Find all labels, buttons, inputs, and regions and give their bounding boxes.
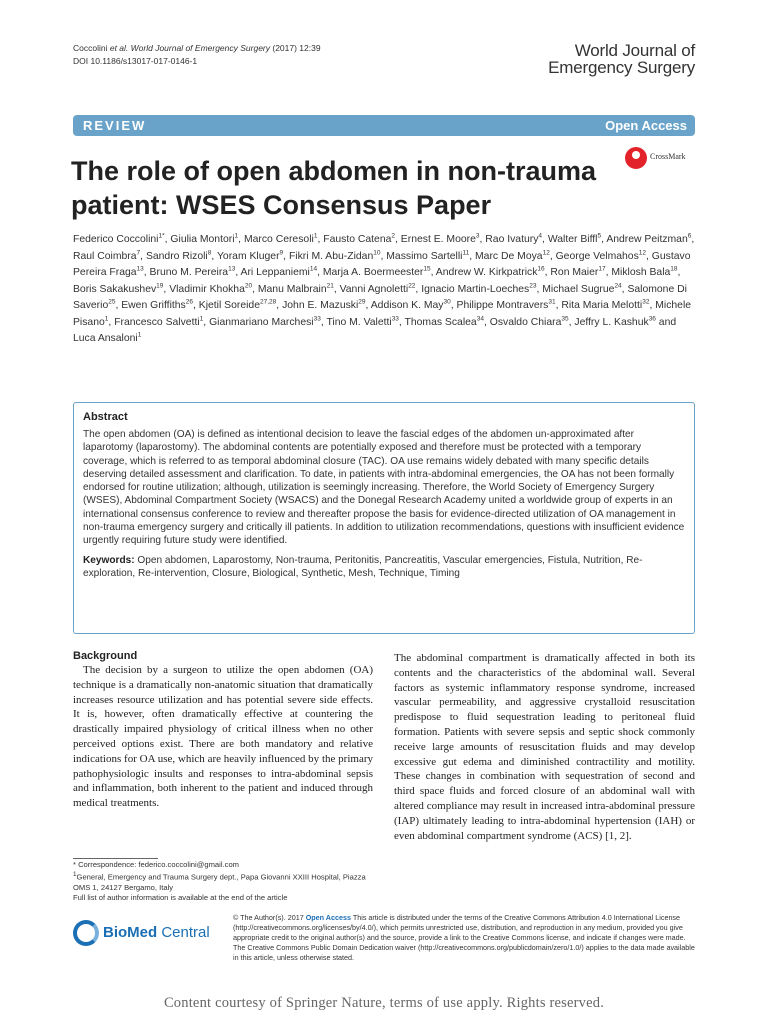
author-name: Yoram Kluger: [216, 250, 280, 262]
author-name: Jeffry L. Kashuk: [574, 316, 649, 328]
author-affiliation: 34: [476, 315, 484, 323]
author-affiliation: 15: [423, 265, 431, 273]
author-name: Fikri M. Abu-Zidan: [288, 250, 374, 262]
author-name: Manu Malbrain: [257, 283, 327, 295]
author-name: John E. Mazuski: [282, 300, 359, 311]
author-name: Gianmariano Marchesi: [209, 316, 314, 328]
author-affiliation: 8: [207, 249, 212, 257]
affiliation-sup: 1: [73, 871, 77, 879]
author-affiliation: 35: [561, 315, 569, 323]
author-list: Federico Coccolini$^{1*}$, Giulia Montori$^1$, Marco Ceresoli$^1$, Fausto Catena$^2$, Ernest E. Moore$^3$, Rao Ivatury$^4$, Walter Biffl$^5$, Andrew Peitzman$^6$, Raul Coimbra$^7$, Sandro Rizoli$^8$, Yoram Kluger$^9$, Fikri M. Abu-Zidan$^{10}$, Massimo Sartelli$^{11}$, Marc De Moya$^{12}$, George Velmahos$^{12}$, Gustavo Pereira Fraga$^{13}$, Bruno M. Pereira$^{13}$, Ari Leppaniemi$^{14}$, Marja A. Boermeester$^{15}$, Andrew W. Kirkpatrick$^{16}$, Ron Maier$^{17}$, Miklosh Bala$^{18}$, Boris Sakakushev$^{19}$, Vladimir Khokha$^{20}$, Manu Malbrain$^{21}$, Vanni Agnoletti$^{22}$, Ignacio Martin-Loeches$^{23}$, Michael Sugrue$^{24}$, Salomone Di Saverio$^{25}$, Ewen Griffiths$^{26}$, Kjetil Soreide$^{27,28}$, John E. Mazuski$^{29}$, Addison K. May$^{30}$, Philippe Montravers$^{31}$, Rita Maria Melotti$^{32}$, Michele Pisano$^1$, Francesco Salvetti$^1$, Gianmariano Marchesi$^{33}$, Tino M. Valetti$^{33}$, Thomas Scalea$^{34}$, Osvaldo Chiara$^{35}$, Jeffry L. Kashuk$^{36}$ and Luca Ansaloni$^1$: [73, 232, 695, 344]
author-name: Philippe Montravers: [456, 300, 549, 311]
abstract-box: [73, 402, 695, 634]
author-name: Addison K. May: [370, 300, 444, 311]
author-name: Andrew W. Kirkpatrick: [435, 267, 538, 278]
citation-authors: Coccolini: [73, 43, 110, 53]
crossmark-icon: [625, 147, 647, 169]
author-name: Gustavo Pereira Fraga: [73, 250, 691, 278]
author-affiliation: 18: [670, 265, 678, 273]
author-affiliation: 12: [638, 249, 647, 257]
author-name: Andrew Peitzman: [606, 234, 688, 245]
author-affiliation: 3: [475, 232, 480, 240]
keywords-label: Keywords:: [83, 554, 135, 566]
author-affiliation: 7: [136, 249, 141, 257]
footnotes: [73, 860, 383, 903]
publisher-name-regular: Central: [157, 924, 210, 941]
author-name: Kjetil Soreide: [198, 300, 260, 311]
author-name: Francesco Salvetti: [114, 316, 200, 328]
author-affiliation: 20: [244, 282, 253, 290]
keywords-text: Open abdomen, Laparostomy, Non-trauma, Peritonitis, Pancreatitis, Vascular emergencies, Fistula, Nutrition, Re-exploration, Re-intervention, Closure, Biological, Synthetic, Mesh, Technique, Timing: [83, 554, 643, 579]
author-name: Luca Ansaloni: [73, 333, 138, 344]
author-affiliation: 22: [408, 282, 416, 290]
author-name: Rao Ivatury: [485, 234, 539, 245]
author-affiliation: 5: [597, 232, 602, 240]
affiliation-note: [73, 870, 383, 893]
author-info-note: Full list of author information is available at the end of the article: [73, 893, 288, 903]
background-heading: Background: [73, 650, 138, 662]
author-affiliation: 9: [279, 249, 284, 257]
author-affiliation: 29: [358, 298, 366, 306]
author-affiliation: 33: [391, 315, 399, 323]
author-name: Vanni Agnoletti: [339, 283, 409, 295]
author-name: Ewen Griffiths: [121, 300, 186, 311]
author-name: Walter Biffl: [547, 234, 598, 245]
author-affiliation: 33: [313, 315, 321, 323]
author-affiliation: 30: [443, 298, 451, 306]
author-name: Marc De Moya: [475, 250, 543, 262]
author-affiliation: 16: [537, 265, 545, 273]
citation-journal: et al. World Journal of Emergency Surgery: [109, 43, 271, 53]
doi[interactable]: DOI 10.1186/s13017-017-0146-1: [73, 56, 198, 66]
body-column-left: The decision by a surgeon to utilize the open abdomen (OA) technique is a dramatically non-anatomic situation that dramatically increases resource utilization and has potential severe side effects. It is, however, often dramatically effective at countering the drastically impaired physiology of critical illness when no other perceived options exist. There are both mandatory and relative indications for OA use, which are heavily influenced by the primary pathophysiologic insults and responses to intra-abdominal sepsis and inflammation, both inherent to the patient and induced through medical treatments.: [73, 664, 373, 810]
author-name: Thomas Scalea: [404, 316, 477, 328]
author-affiliation: 1: [104, 315, 109, 323]
article-type-banner: [73, 115, 695, 136]
author-affiliation: 1: [313, 232, 318, 240]
author-affiliation: 12: [542, 249, 550, 257]
biomed-central-wordmark: [103, 924, 210, 941]
author-name: George Velmahos: [555, 250, 639, 262]
abstract-text: The open abdomen (OA) is defined as intentional decision to leave the fascial edges of the abdomen un-approximated after laparotomy (laparostomy). The abdominal contents are potentially exposed and therefore must be protected with a temporary coverage, which is referred to as temporal abdominal closure (TAC). OA use remains widely debated with many specific details deserving detailed assessment and clarification. To date, in patients with intra-abdominal emergencies, the OA has not been formally endorsed for routine utilization; although, utilization is seemingly increasing. Therefore, the World Society of Emergency Surgery (WSES), Abdominal Compartment Society (WSACS) and the Donegal Research Academy united a worldwide group of experts in an international consensus conference to review and thereafter propose the basis for evidence-directed utilization of OA management in non-trauma emergency surgery and critically ill patients. In addition to utilization recommendations, questions with insufficient evidence urgently requiring future study were identified.: [83, 429, 685, 547]
author-affiliation: 24: [614, 282, 622, 290]
author-affiliation: 17: [598, 265, 606, 273]
journal-name-line2: Emergency Surgery: [548, 58, 695, 77]
body-column-right: The abdominal compartment is dramatically affected in both its contents and the characteristics of the abdominal wall. Several factors as systemic inflammatory response syndrome, increased vascular permeability, and aggressive crystalloid resuscitation predispose to fluid sequestration leading to peritoneal fluid formation. Patients with severe sepsis and septic shock commonly receive large amounts of resuscitation fluids and may develop excessive gut edema and diminished contractility and motility. These changes in combination with sequestration of second and third space fluids and forced closure of an abdominal wall with altered compliance may result in increased intra-abdominal pressure (IAP) ultimately leading to intra-abdominal hypertension (IAH) or even abdominal compartment syndrome (ACS) [1, 2].: [394, 652, 695, 842]
author-name: Ernest E. Moore: [400, 234, 476, 245]
author-affiliation: 1*: [158, 232, 165, 240]
author-affiliation: 11: [462, 249, 470, 257]
author-affiliation: 2: [391, 232, 396, 240]
author-name: Boris Sakakushev: [73, 283, 157, 295]
author-affiliation: 32: [642, 298, 650, 306]
biomed-central-logo: [73, 918, 223, 948]
author-affiliation: 1: [199, 315, 204, 323]
author-name: Raul Coimbra: [73, 250, 137, 262]
author-affiliation: 1: [137, 331, 142, 339]
author-name: Bruno M. Pereira: [149, 267, 229, 278]
abstract-heading: Abstract: [83, 411, 128, 423]
author-affiliation: 31: [548, 298, 556, 306]
author-name: Marja A. Boermeester: [322, 267, 424, 278]
crossmark-label: CrossMark: [650, 152, 686, 161]
author-affiliation: 19: [156, 282, 164, 290]
citation-issue: (2017) 12:39: [270, 43, 321, 53]
author-name: Ron Maier: [550, 267, 599, 278]
license-text: [233, 913, 695, 963]
license-copyright: © The Author(s). 2017: [233, 913, 306, 922]
affiliation-text: General, Emergency and Trauma Surgery dept., Papa Giovanni XXIII Hospital, Piazza OMS 1, 24127 Bergamo, Italy: [73, 872, 366, 892]
license-body: This article is distributed under the terms of the Creative Commons Attribution 4.0 International License (http://creativecommons.org/licenses/by/4.0/), which permits unrestricted use, distribution, and reproduction in any medium, provided you give appropriate credit to the original author(s) and the source, provide a link to the Creative Commons license, and indicate if changes were made. The Creative Commons Public Domain Dedication waiver (http://creativecommons.org/publicdomain/zero/1.0/) applies to the data made available in this article, unless otherwise stated.: [233, 913, 695, 962]
author-name: Sandro Rizoli: [145, 250, 208, 262]
author-affiliation: 6: [687, 232, 692, 240]
author-affiliation: 14: [309, 265, 318, 273]
author-name: Giulia Montori: [170, 234, 235, 245]
author-name: Marco Ceresoli: [243, 234, 314, 245]
author-affiliation: 26: [185, 298, 193, 306]
author-affiliation: 13: [136, 265, 144, 273]
author-affiliation: 36: [648, 315, 656, 323]
article-title: The role of open abdomen in non-trauma patient: WSES Consensus Paper: [71, 156, 597, 220]
author-name: Fausto Catena: [323, 234, 392, 245]
author-affiliation: 23: [529, 282, 537, 290]
author-name: Salomone Di Saverio: [73, 283, 687, 311]
publisher-name-bold: BioMed: [103, 924, 158, 941]
journal-name: [548, 42, 695, 76]
author-name: Osvaldo Chiara: [489, 316, 562, 328]
author-affiliation: 27,28: [260, 298, 277, 306]
author-affiliation: 10: [373, 249, 381, 257]
author-affiliation: 13: [228, 265, 236, 273]
biomed-central-icon: [73, 920, 99, 946]
citation-header: [73, 42, 321, 68]
author-affiliation: 25: [108, 298, 116, 306]
author-name: Ignacio Martin-Loeches: [421, 283, 530, 295]
author-name: Federico Coccolini: [73, 234, 159, 245]
correspondence-note: * Correspondence: federico.coccolini@gmail.com: [73, 860, 239, 869]
author-name: Michael Sugrue: [542, 283, 615, 295]
author-name: Michele Pisano: [73, 300, 692, 328]
journal-name-line1: World Journal of: [574, 41, 695, 60]
author-affiliation: 1: [234, 232, 239, 240]
keywords: [83, 554, 685, 581]
crossmark-badge[interactable]: [625, 146, 697, 170]
author-affiliation: 21: [326, 282, 334, 290]
author-name: Rita Maria Melotti: [561, 300, 643, 311]
author-name: Miklosh Bala: [611, 267, 671, 278]
license-open-access: Open Access: [305, 913, 351, 922]
author-name: Tino M. Valetti: [326, 316, 392, 328]
footnote-divider: [73, 858, 158, 859]
article-type-label: REVIEW: [83, 118, 147, 133]
author-name: Massimo Sartelli: [386, 250, 463, 262]
courtesy-footer: Content courtesy of Springer Nature, terms of use apply. Rights reserved.: [163, 995, 605, 1011]
author-affiliation: 4: [538, 232, 543, 240]
author-name: Vladimir Khokha: [169, 283, 245, 295]
author-name: Ari Leppaniemi: [240, 267, 310, 278]
open-access-label: Open Access: [605, 118, 687, 133]
